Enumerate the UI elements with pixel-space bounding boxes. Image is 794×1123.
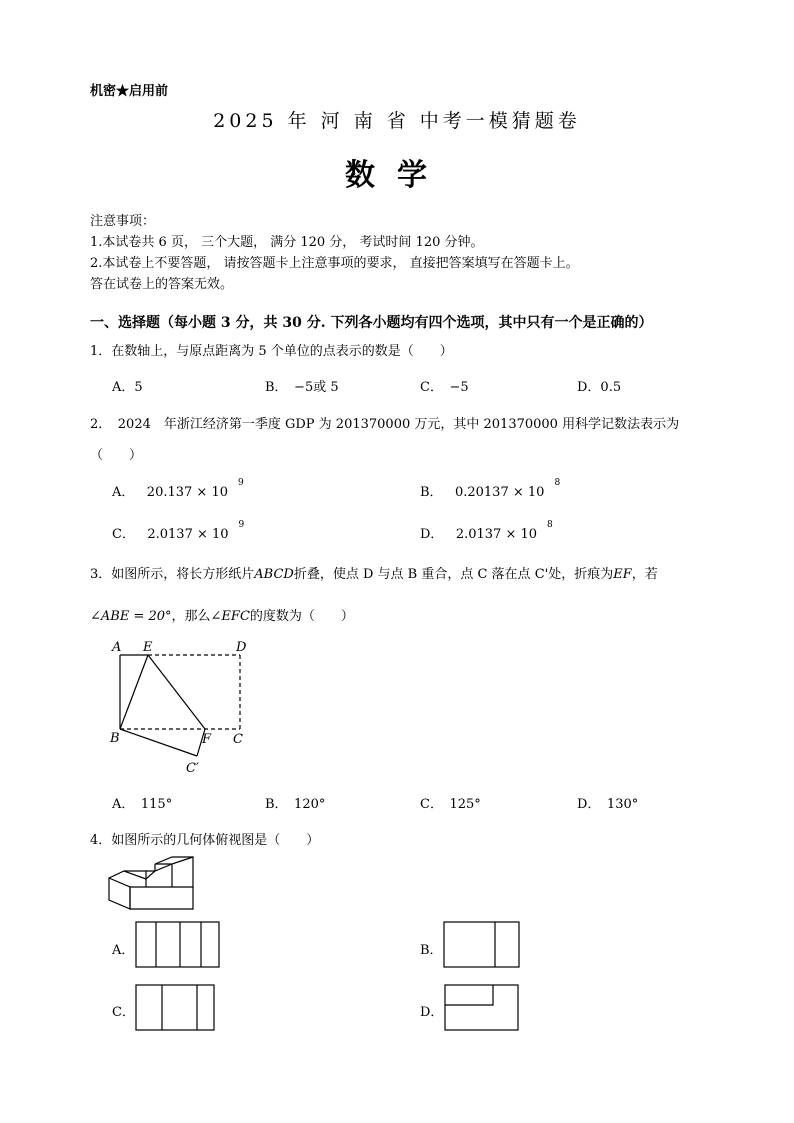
q4-solid-figure — [108, 857, 198, 912]
q2-option-b-exp: 8 — [554, 477, 561, 488]
notes-line-3: 答在试卷上的答案无效。 — [90, 277, 234, 292]
label-e: E — [143, 640, 153, 655]
q1-option-b: B． −5或 5 — [265, 380, 339, 395]
subject-title: 数学 — [345, 158, 449, 193]
q3-option-c: C． 125° — [420, 797, 481, 812]
q1-option-c: C． −5 — [420, 380, 469, 395]
notes-line-1: 1.本试卷共 6 页， 三个大题， 满分 120 分， 考试时间 120 分钟。 — [90, 235, 484, 250]
q2-option-c — [112, 519, 245, 542]
q4-option-d-label: D． — [420, 1005, 444, 1020]
q2-paren: （ ） — [90, 448, 143, 463]
label-f: F — [202, 732, 212, 747]
q2-option-d-base: 2.0137 × 10 — [455, 527, 538, 542]
q2-option-d-exp: 8 — [547, 519, 553, 530]
confidential-label: 机密★启用前 — [90, 84, 169, 99]
q3-stem-part1: 3．如图所示，将长方形纸片 — [90, 567, 255, 582]
q3-option-b: B． 120° — [265, 797, 326, 812]
q2-option-a-label: A． — [112, 485, 135, 500]
section-label: 一、选择题 — [90, 315, 160, 331]
q3-angle-abe: ∠ABE = 20° — [90, 609, 172, 624]
label-b: B — [110, 731, 120, 746]
q2-option-b-label: B． — [420, 485, 443, 500]
q2-option-c-exp: 9 — [238, 519, 245, 530]
q2-option-c-label: C． — [112, 527, 135, 542]
q2-option-a-base: 20.137 × 10 — [146, 485, 228, 500]
label-c-prime: C′ — [186, 761, 199, 776]
q2-option-a-exp: 9 — [237, 477, 244, 488]
q4-option-c-figure — [135, 984, 216, 1031]
q1-stem: 1．在数轴上，与原点距离为 5 个单位的点表示的数是（ ） — [90, 344, 453, 359]
q2-option-d-label: D． — [420, 527, 444, 542]
q3-line2-d: 的度数为（ ） — [249, 609, 354, 624]
exam-title: 2025 年 河 南 省 中考一模猜题卷 — [213, 110, 581, 132]
notes-heading: 注意事项： — [90, 214, 156, 229]
label-c: C — [233, 732, 243, 747]
q2-option-a — [112, 477, 244, 500]
q4-option-b-label: B． — [420, 943, 443, 958]
q3-abcd: ABCD — [254, 567, 294, 582]
q4-option-a-label: A． — [112, 943, 135, 958]
q1-option-a: A．5 — [112, 380, 143, 395]
q3-stem — [90, 563, 658, 582]
label-d: D — [236, 640, 247, 655]
q2-option-c-base: 2.0137 × 10 — [147, 527, 229, 542]
section-heading — [90, 312, 652, 332]
q3-stem-part3: ，若 — [631, 567, 658, 582]
q3-option-a: A． 115° — [112, 797, 173, 812]
q4-option-b-figure — [443, 921, 521, 968]
q3-stem-line2 — [90, 605, 354, 624]
notes-line-2: 2.本试卷上不要答题， 请按答题卡上注意事项的要求， 直接把答案填写在答题卡上。 — [90, 256, 579, 271]
section-desc: （每小题 3 分，共 30 分. 下列各小题均有四个选项，其中只有一个是正确的） — [160, 315, 653, 331]
q2-option-b-base: 0.20137 × 10 — [454, 485, 545, 500]
label-a: A — [112, 640, 122, 655]
q3-figure — [100, 635, 270, 780]
q2-stem: 2． 2024 年浙江经济第一季度 GDP 为 201370000 万元，其中 201370000 用科学记数法表示为 — [90, 417, 680, 432]
q3-angle-efc: ∠EFC — [210, 609, 250, 624]
q4-option-c-label: C． — [112, 1005, 135, 1020]
q4-stem: 4．如图所示的几何体俯视图是（ ） — [90, 833, 320, 848]
q3-ef: EF — [613, 567, 632, 582]
q4-option-d-figure — [444, 984, 520, 1031]
q2-option-b — [420, 477, 561, 500]
q2-option-d — [420, 519, 553, 542]
q3-option-d: D． 130° — [577, 797, 639, 812]
q3-stem-part2: 折叠，使点 D 与点 B 重合，点 C 落在点 C'处，折痕为 — [293, 567, 614, 582]
q4-option-a-figure — [135, 921, 221, 968]
q3-line2-b: ，那么 — [171, 609, 211, 624]
q1-option-d: D．0.5 — [577, 380, 622, 395]
